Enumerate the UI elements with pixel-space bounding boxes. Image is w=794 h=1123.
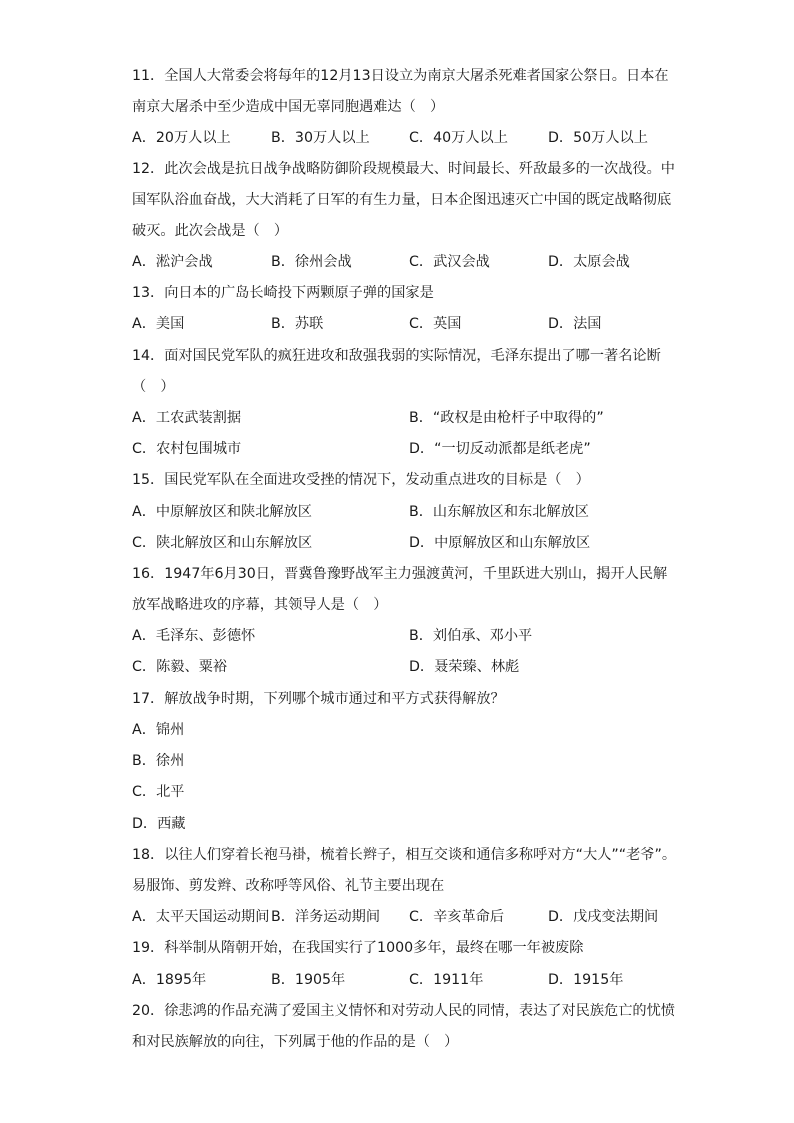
question-17-option-c: C．北平 — [132, 784, 185, 800]
question-15-option-c: C．陕北解放区和山东解放区 — [132, 535, 313, 551]
question-17-option-a: A．锦州 — [132, 722, 185, 738]
question-16-option-a: A．毛泽东、彭德怀 — [132, 628, 256, 644]
question-15-option-b: B．山东解放区和东北解放区 — [409, 504, 589, 520]
question-18-stem-line-1: 18．以往人们穿着长袍马褂，梳着长辫子，相互交谈和通信多称呼对方“大人”“老爷”。 — [132, 847, 677, 863]
question-16-stem-line-2: 放军战略进攻的序幕，其领导人是（ ） — [132, 597, 388, 613]
question-12-option-a: A．淞沪会战 — [132, 254, 213, 270]
question-14-option-c: C．农村包围城市 — [132, 441, 242, 457]
question-11-option-d: D．50万人以上 — [548, 130, 648, 146]
question-15-option-d: D．中原解放区和山东解放区 — [409, 535, 591, 551]
question-16-option-c: C．陈毅、粟裕 — [132, 659, 228, 675]
question-13-option-c: C．英国 — [409, 316, 462, 332]
question-18-option-d: D．戊戌变法期间 — [548, 909, 659, 925]
question-14-option-a: A．工农武装割据 — [132, 410, 242, 426]
question-16-stem-line-1: 16．1947年6月30日，晋冀鲁豫野战军主力强渡黄河，千里跃进大别山，揭开人民解 — [132, 566, 668, 582]
question-11-stem-line-2: 南京大屠杀中至少造成中国无辜同胞遇难达（ ） — [132, 99, 445, 115]
question-13-stem-line-1: 13．向日本的广岛长崎投下两颗原子弹的国家是 — [132, 285, 434, 301]
question-12-stem-line-3: 破灭。此次会战是（ ） — [132, 223, 289, 239]
question-16-option-d: D．聂荣臻、林彪 — [409, 659, 520, 675]
question-11-option-a: A．20万人以上 — [132, 130, 231, 146]
question-12-option-d: D．太原会战 — [548, 254, 630, 270]
question-13-option-d: D．法国 — [548, 316, 602, 332]
question-12-option-b: B．徐州会战 — [271, 254, 352, 270]
question-12-stem-line-2: 国军队浴血奋战，大大消耗了日军的有生力量，日本企图迅速灭亡中国的既定战略彻底 — [132, 192, 672, 208]
question-18-option-c: C．辛亥革命后 — [409, 909, 505, 925]
question-19-option-d: D．1915年 — [548, 972, 624, 988]
question-13-option-a: A．美国 — [132, 316, 185, 332]
question-19-option-a: A．1895年 — [132, 972, 207, 988]
question-11-option-b: B．30万人以上 — [271, 130, 370, 146]
question-18-stem-line-2: 易服饰、剪发辫、改称呼等风俗、礼节主要出现在 — [132, 878, 445, 894]
question-15-stem-line-1: 15．国民党军队在全面进攻受挫的情况下，发动重点进攻的目标是（ ） — [132, 472, 590, 488]
question-13-option-b: B．苏联 — [271, 316, 324, 332]
question-14-option-b: B．“政权是由枪杆子中取得的” — [409, 410, 604, 426]
question-15-option-a: A．中原解放区和陕北解放区 — [132, 504, 312, 520]
question-14-stem-line-2: （ ） — [132, 379, 175, 395]
question-19-stem-line-1: 19．科举制从隋朝开始，在我国实行了1000多年，最终在哪一年被废除 — [132, 940, 584, 956]
question-16-option-b: B．刘伯承、邓小平 — [409, 628, 533, 644]
question-12-option-c: C．武汉会战 — [409, 254, 490, 270]
question-19-option-b: B．1905年 — [271, 972, 346, 988]
question-17-stem-line-1: 17．解放战争时期，下列哪个城市通过和平方式获得解放？ — [132, 691, 505, 707]
question-11-stem-line-1: 11．全国人大常委会将每年的12月13日设立为南京大屠杀死难者国家公祭日。日本在 — [132, 68, 669, 84]
question-19-option-c: C．1911年 — [409, 972, 484, 988]
question-11-option-c: C．40万人以上 — [409, 130, 508, 146]
question-14-stem-line-1: 14．面对国民党军队的疯狂进攻和敌强我弱的实际情况，毛泽东提出了哪一著名论断 — [132, 348, 661, 364]
question-14-option-d: D．“一切反动派都是纸老虎” — [409, 441, 591, 457]
question-18-option-b: B．洋务运动期间 — [271, 909, 381, 925]
question-18-option-a: A．太平天国运动期间 — [132, 909, 270, 925]
question-20-stem-line-1: 20．徐悲鸿的作品充满了爱国主义情怀和对劳动人民的同情，表达了对民族危亡的忧愤 — [132, 1003, 675, 1019]
question-20-stem-line-2: 和对民族解放的向往，下列属于他的作品的是（ ） — [132, 1034, 459, 1050]
question-12-stem-line-1: 12．此次会战是抗日战争战略防御阶段规模最大、时间最长、歼敌最多的一次战役。中 — [132, 161, 675, 177]
question-17-option-d: D．西藏 — [132, 816, 186, 832]
question-17-option-b: B．徐州 — [132, 753, 185, 769]
